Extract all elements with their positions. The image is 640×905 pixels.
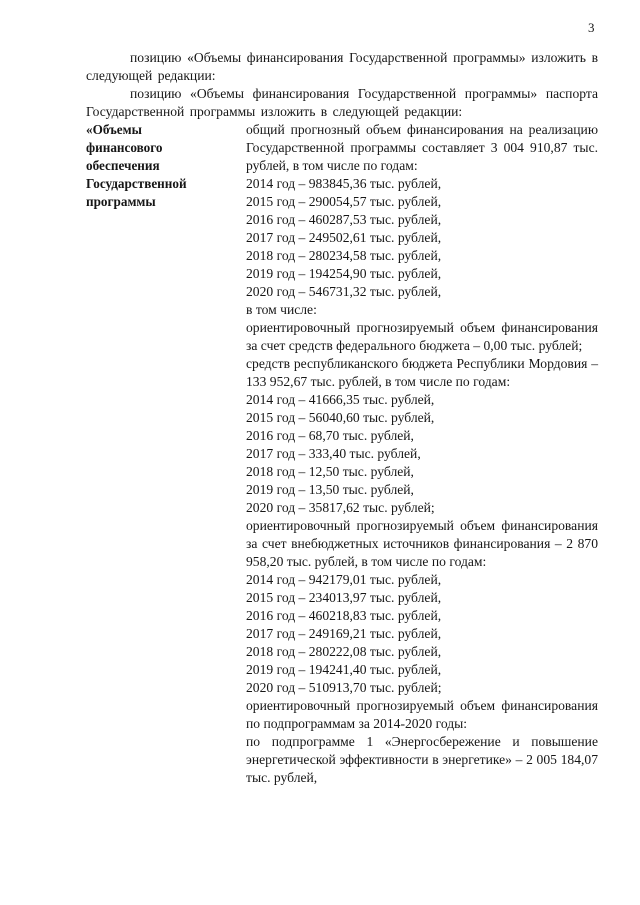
year-line: 2018 год – 12,50 тыс. рублей, bbox=[246, 464, 414, 479]
year-line: 2017 год – 249502,61 тыс. рублей, bbox=[246, 230, 442, 245]
year-line: 2014 год – 983845,36 тыс. рублей, bbox=[246, 176, 442, 191]
year-line: 2016 год – 68,70 тыс. рублей, bbox=[246, 428, 414, 443]
year-line: 2020 год – 546731,32 тыс. рублей, bbox=[246, 284, 442, 299]
label-line: программы bbox=[86, 194, 156, 209]
year-line: 2019 год – 13,50 тыс. рублей, bbox=[246, 482, 414, 497]
year-line: 2015 год – 290054,57 тыс. рублей, bbox=[246, 194, 442, 209]
funding-content bbox=[246, 121, 598, 787]
label-line: финансового bbox=[86, 140, 163, 155]
funding-block bbox=[86, 121, 598, 881]
republic-funding: средств республиканского бюджета Республики Мордовия – 133 952,67 тыс. рублей, в том числе по годам: bbox=[246, 356, 598, 389]
label-line: обеспечения bbox=[86, 158, 160, 173]
extrabudgetary-funding: ориентировочный прогнозируемый объем финансирования за счет внебюджетных источников финансирования – 2 870 958,20 тыс. рублей, в том числе по годам: bbox=[246, 518, 598, 569]
year-line: 2017 год – 333,40 тыс. рублей, bbox=[246, 446, 421, 461]
year-line: 2015 год – 234013,97 тыс. рублей, bbox=[246, 590, 442, 605]
year-line: 2019 год – 194254,90 тыс. рублей, bbox=[246, 266, 442, 281]
year-line: 2016 год – 460218,83 тыс. рублей, bbox=[246, 608, 442, 623]
intro-section bbox=[86, 49, 598, 121]
year-line: 2018 год – 280234,58 тыс. рублей, bbox=[246, 248, 442, 263]
intro-paragraph-2: позицию «Объемы финансирования Государственной программы» паспорта Государственной программы изложить в следующей редакции: bbox=[86, 86, 598, 119]
year-line: 2020 год – 510913,70 тыс. рублей; bbox=[246, 680, 442, 695]
year-line: 2018 год – 280222,08 тыс. рублей, bbox=[246, 644, 442, 659]
year-line: 2014 год – 41666,35 тыс. рублей, bbox=[246, 392, 435, 407]
year-line: 2020 год – 35817,62 тыс. рублей; bbox=[246, 500, 435, 515]
funding-label bbox=[86, 121, 236, 211]
total-funding: общий прогнозный объем финансирования на реализацию Государственной программы составляет 3 004 910,87 тыс. рублей, в том числе по годам: bbox=[246, 122, 598, 173]
subprogram-1-funding: по подпрограмме 1 «Энергосбережение и повышение энергетической эффективности в энергетике» – 2 005 184,07 тыс. рублей, bbox=[246, 734, 598, 785]
year-line: 2017 год – 249169,21 тыс. рублей, bbox=[246, 626, 442, 641]
page-number: 3 bbox=[588, 20, 595, 35]
year-line: 2015 год – 56040,60 тыс. рублей, bbox=[246, 410, 435, 425]
federal-funding: ориентировочный прогнозируемый объем финансирования за счет средств федерального бюджета – 0,00 тыс. рублей; bbox=[246, 320, 598, 353]
including-line: в том числе: bbox=[246, 302, 317, 317]
subprogram-funding: ориентировочный прогнозируемый объем финансирования по подпрограммам за 2014-2020 годы: bbox=[246, 698, 598, 731]
year-line: 2016 год – 460287,53 тыс. рублей, bbox=[246, 212, 442, 227]
year-line: 2014 год – 942179,01 тыс. рублей, bbox=[246, 572, 442, 587]
label-line: «Объемы bbox=[86, 122, 142, 137]
year-line: 2019 год – 194241,40 тыс. рублей, bbox=[246, 662, 442, 677]
label-line: Государственной bbox=[86, 176, 187, 191]
intro-paragraph-1: позицию «Объемы финансирования Государственной программы» изложить в следующей редакции: bbox=[86, 50, 598, 83]
